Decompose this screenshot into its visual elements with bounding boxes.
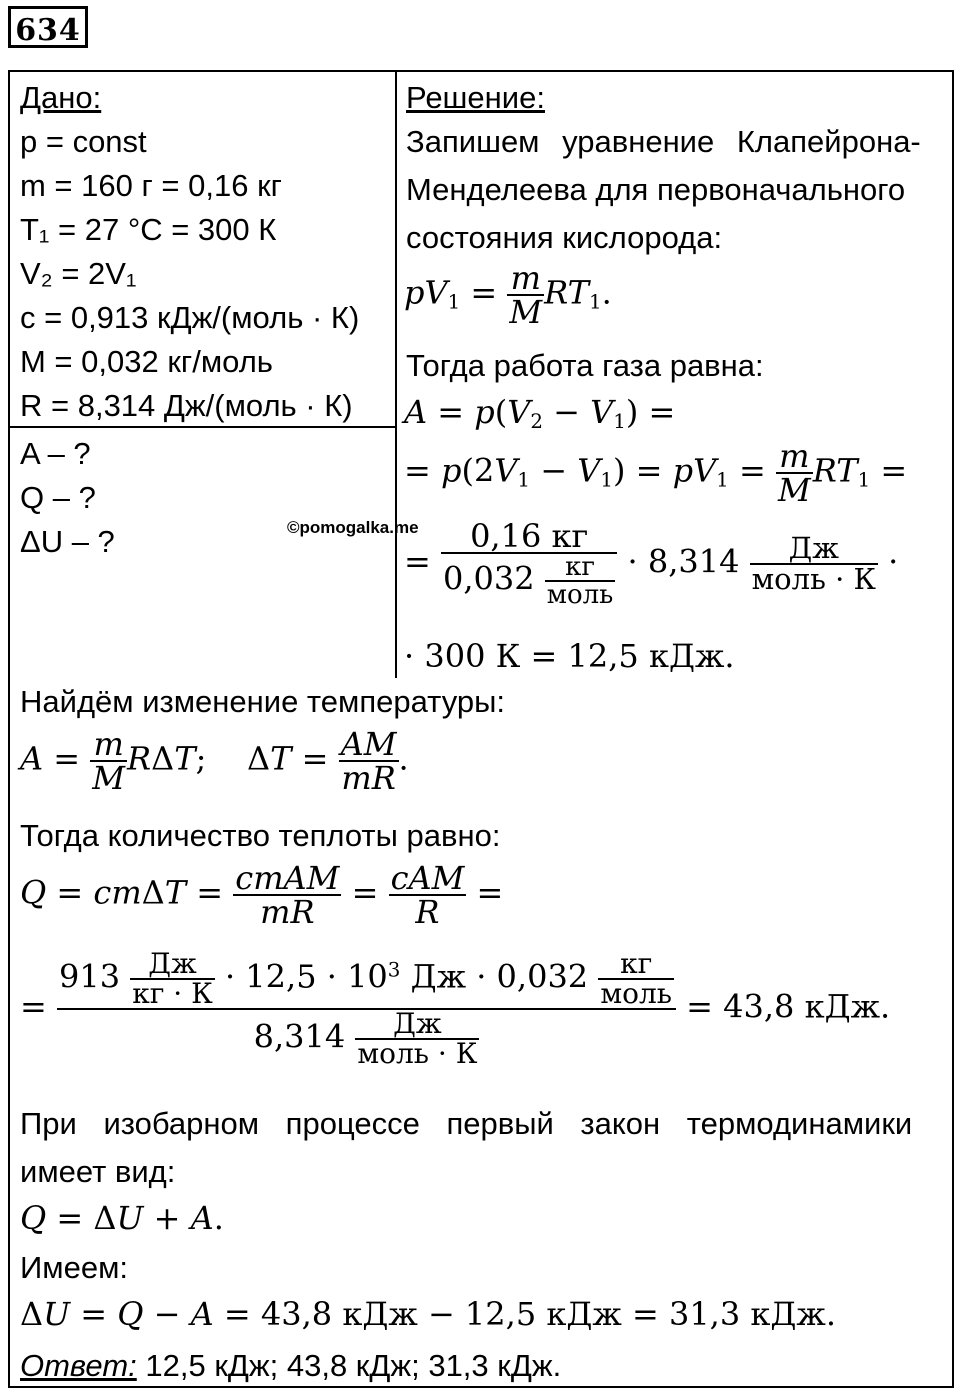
given-heading: Дано:	[20, 80, 102, 115]
given-find-divider	[8, 426, 397, 428]
answer-label: Ответ:	[20, 1348, 137, 1383]
formula-heat-2: = 913 $\frac{Дж}{кг \cdot К}$ · $12,5 \cdot 10^3$ Дж · 0,032 $\frac{кг}{\text{моль}}$ 8,314 $\frac{Дж}{\text{моль · К}}$ = 43,8 кДж.	[20, 947, 891, 1070]
solution-text: Тогда количество теплоты равно:	[20, 818, 501, 853]
given-item: m = 160 г = 0,16 кг	[20, 168, 282, 203]
formula-first-law: Q = ΔU + A.	[20, 1199, 224, 1237]
formula-work-4: · 300 К = 12,5 кДж.	[404, 637, 735, 675]
given-item: V₂ = 2V₁	[20, 256, 137, 291]
solution-text: Менделеева для первоначального	[406, 172, 906, 207]
problem-number: 634	[15, 13, 81, 48]
solution-text: имеет вид:	[20, 1154, 176, 1189]
table-left-border	[8, 70, 10, 1388]
solution-text: Найдём изменение температуры:	[20, 684, 505, 719]
formula-clapeyron: $pV_1$ = $\frac{m}{M}$ $RT_1$.	[404, 259, 612, 331]
given-item: M = 0,032 кг/моль	[20, 344, 273, 379]
given-item: c = 0,913 кДж/(моль · К)	[20, 300, 360, 335]
solution-text: При изобарном процессе первый закон термодинамики	[20, 1106, 913, 1141]
solution-text: Имеем:	[20, 1250, 129, 1285]
formula-work-2: = $p(2V_1 - V_1) = pV_1$ = $\frac{m}{M}$ $RT_1$ =	[404, 437, 908, 509]
formula-heat-1: Q = cmΔT = $\frac{\text{cmAM}}{mR}$ = $\frac{\text{cAM}}{R}$ =	[20, 859, 504, 931]
solution-text: Запишем уравнение Клапейрона-	[406, 124, 921, 159]
problem-number-box	[8, 6, 88, 48]
watermark: ©pomogalka.me	[287, 518, 419, 537]
column-divider	[395, 70, 397, 678]
find-item: ΔU – ?	[20, 524, 115, 559]
table-bottom-border	[8, 1386, 954, 1388]
formula-temperature: A = $\frac{m}{M}$ RΔT; ΔT = $\frac{AM}{mR}$ .	[20, 725, 409, 797]
solution-text: состояния кислорода:	[406, 220, 723, 255]
formula-work-3: = 0,16 кг 0,032 $\frac{кг}{\text{моль}}$ · 8,314 $\frac{Дж}{\text{моль · К}}$ ·	[404, 517, 899, 610]
given-item: R = 8,314 Дж/(моль · К)	[20, 388, 353, 423]
answer-value: 12,5 кДж; 43,8 кДж; 31,3 кДж.	[145, 1348, 562, 1383]
table-top-border	[8, 70, 954, 72]
solution-text: Тогда работа газа равна:	[406, 348, 764, 383]
given-item: p = const	[20, 124, 147, 159]
find-item: A – ?	[20, 436, 91, 471]
find-item: Q – ?	[20, 480, 96, 515]
formula-delta-u: ΔU = Q − A = 43,8 кДж − 12,5 кДж = 31,3 кДж.	[20, 1295, 836, 1333]
table-right-border	[952, 70, 954, 1388]
given-item: T₁ = 27 °С = 300 К	[20, 212, 277, 247]
formula-work-1: $A = p(V_2 - V_1)$ =	[404, 393, 676, 433]
answer-line	[20, 1350, 561, 1381]
solution-heading: Решение:	[406, 80, 545, 115]
